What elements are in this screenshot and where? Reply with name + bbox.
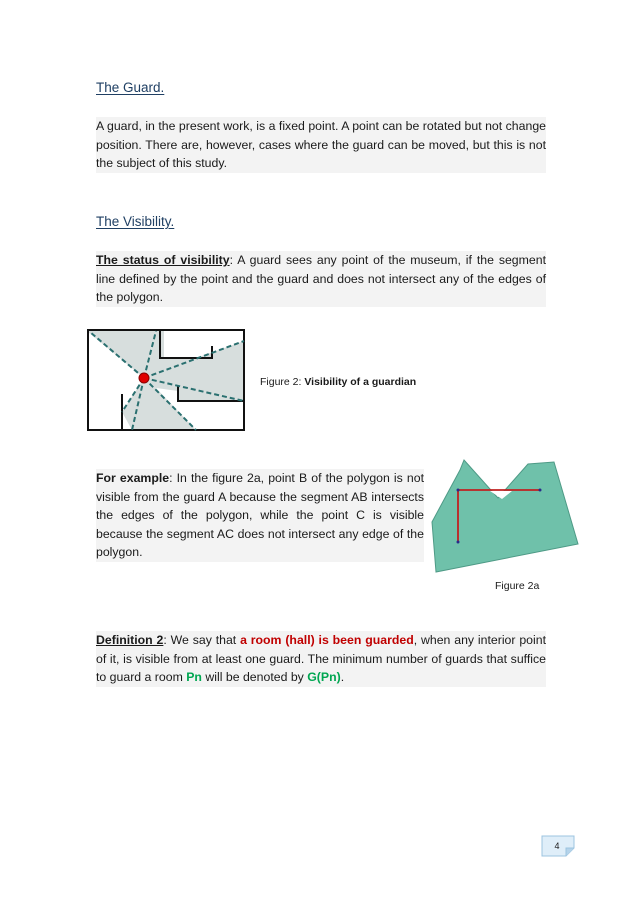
guard-point: [139, 373, 149, 383]
gpn-term: G(Pn): [307, 670, 341, 684]
example-paragraph: [96, 469, 424, 562]
figure2-caption: Figure 2: Visibility of a guardian: [260, 376, 417, 388]
example-label: For example: [96, 471, 170, 485]
status-label: The status of visibility: [96, 253, 230, 267]
guard-heading: The Guard.: [96, 80, 165, 95]
pn-term: Pn: [186, 670, 202, 684]
status-text: : A guard sees any point of the museum, if the segment line defined by the point and the guard and does not intersect any of the edges of the polygon.: [96, 253, 546, 304]
point-a: [457, 489, 460, 492]
point-c: [457, 541, 460, 544]
guard-paragraph: A guard, in the present work, is a fixed point. A point can be rotated but not change position. There are, however, cases where the guard can be moved, but this is not the subject of this study.: [96, 117, 546, 173]
visibility-paragraph: [96, 251, 546, 307]
figure2a-diagram: [430, 458, 582, 574]
example-text: : In the figure 2a, point B of the polygon is not visible from the guard A because the segment AB intersects the edges of the polygon, while the point C is visible because the segment AC does not intersect any edge of the polygon.: [96, 471, 424, 559]
guarded-term: a room (hall) is been guarded: [240, 633, 414, 647]
page-number: 4: [554, 841, 560, 851]
figure2a-caption: Figure 2a: [495, 580, 540, 592]
figure2-diagram: [86, 328, 248, 432]
definition-paragraph: Definition 2: We say that a room (hall) is been guarded, when any interior point of it, is visible from at least one guard. The minimum number of guards that suffice to guard a room Pn will be denoted by G(Pn).: [96, 631, 546, 687]
point-b: [539, 489, 542, 492]
definition-label: Definition 2: [96, 633, 164, 647]
polygon-2a: [432, 460, 578, 572]
visibility-heading: The Visibility.: [96, 214, 175, 229]
